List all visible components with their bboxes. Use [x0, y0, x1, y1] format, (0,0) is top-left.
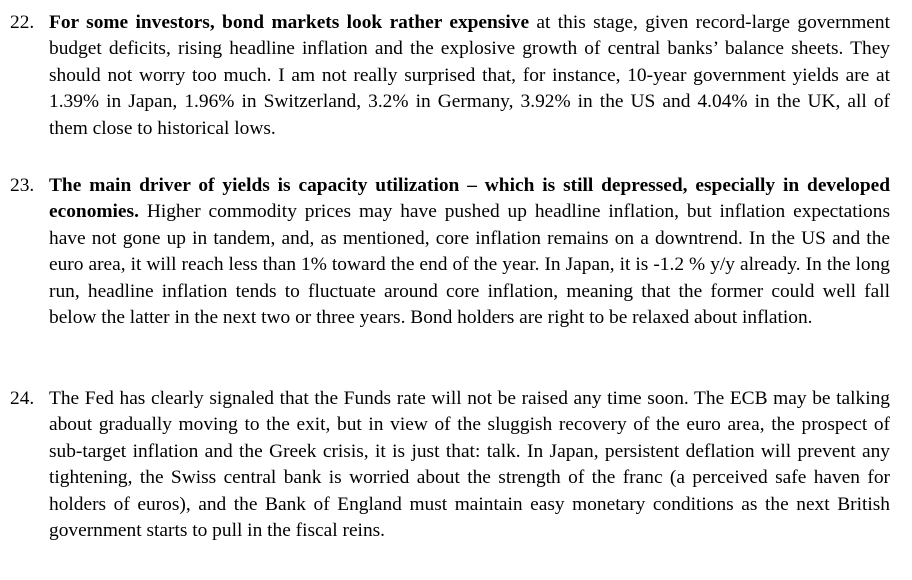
- paragraph-number: 23.: [10, 175, 35, 196]
- paragraph-body: [49, 173, 890, 331]
- paragraph-22: [10, 10, 890, 142]
- paragraph-23: [10, 173, 890, 331]
- paragraph-text: The Fed has clearly signaled that the Funds rate will not be raised any time soon. The ECB may be talking about gradually moving to the exit, but in view of the sluggish recovery of the euro area, the prospect of sub-target inflation and the Greek crisis, it is just that: talk. In Japan, persistent deflation will prevent any tightening, the Swiss central bank is worried about the strength of the franc (a perceived safe haven for holders of euros), and the Bank of England must maintain easy monetary conditions as the next British government starts to pull in the fiscal reins.: [49, 388, 890, 542]
- paragraph-number: 24.: [10, 388, 35, 409]
- paragraph-body: [49, 10, 890, 142]
- paragraph-text: Higher commodity prices may have pushed up headline inflation, but inflation expectations have not gone up in tandem, and, as mentioned, core inflation remains on a downtrend. In the US and the euro area, it will reach less than 1% toward the end of the year. In Japan, it is -1.2 % y/y already. In the long run, headline inflation tends to fluctuate around core inflation, meaning that the former could well fall below the latter in the next two or three years. Bond holders are right to be relaxed about inflation.: [49, 201, 890, 329]
- paragraph-24: [10, 386, 890, 544]
- paragraph-lead: The main driver of yields is capacity utilization – which is still depressed, especially in developed economies.: [49, 175, 890, 223]
- paragraph-number: 22.: [10, 12, 35, 33]
- paragraph-lead: For some investors, bond markets look rather expensive: [49, 12, 530, 33]
- paragraph-text: at this stage, given record-large government budget deficits, rising headline inflation and the explosive growth of central banks’ balance sheets. They should not worry too much. I am not really surprised that, for instance, 10-year government yields are at 1.39% in Japan, 1.96% in Switzerland, 3.2% in Germany, 3.92% in the US and 4.04% in the UK, all of them close to historical lows.: [49, 12, 890, 139]
- paragraph-body: [49, 386, 890, 544]
